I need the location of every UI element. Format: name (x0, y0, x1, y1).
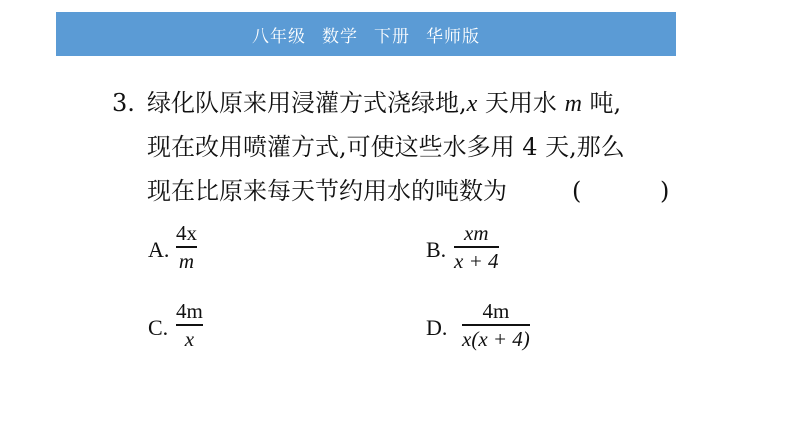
option-c-label[interactable]: C. (148, 315, 169, 340)
option-d-numerator: 4m (482, 299, 510, 323)
question-line1-part-c: 吨, (581, 89, 622, 117)
variable-m: m (564, 91, 582, 117)
option-d-denominator: x(x + 4) (462, 326, 530, 351)
option-c-numerator: 4m (176, 299, 203, 323)
question-line1-part-b: 天用水 (477, 89, 565, 117)
option-a-numerator: 4x (176, 221, 197, 245)
header-banner (56, 12, 676, 56)
option-a-fraction (176, 220, 197, 274)
header-publisher: 华师版 (426, 26, 480, 47)
header-volume: 下册 (374, 26, 410, 47)
option-b-numerator: xm (464, 221, 489, 245)
answer-paren-close: ) (660, 177, 670, 205)
option-c-fraction (176, 298, 203, 352)
variable-x: x (466, 91, 478, 117)
question-line-3: 现在比原来每天节约用水的吨数为 (147, 177, 507, 205)
question-line-2: 现在改用喷灌方式,可使这些水多用 4 天,那么 (147, 133, 625, 161)
option-d-fraction (462, 298, 530, 352)
option-b-fraction (454, 220, 499, 274)
option-b-label[interactable]: B. (426, 237, 447, 262)
option-d-label[interactable]: D. (426, 315, 448, 340)
option-a-denominator: m (178, 248, 195, 273)
option-c-denominator: x (184, 326, 195, 351)
answer-paren-open: ( (572, 177, 582, 205)
header-subject: 数学 (322, 26, 358, 47)
header-grade: 八年级 (252, 26, 306, 47)
question-line-1 (147, 88, 621, 119)
question-number: 3. (112, 89, 135, 117)
question-line1-part-a: 绿化队原来用浸灌方式浇绿地, (147, 89, 467, 117)
option-b-denominator: x + 4 (454, 248, 499, 273)
option-a-label[interactable]: A. (148, 237, 170, 262)
